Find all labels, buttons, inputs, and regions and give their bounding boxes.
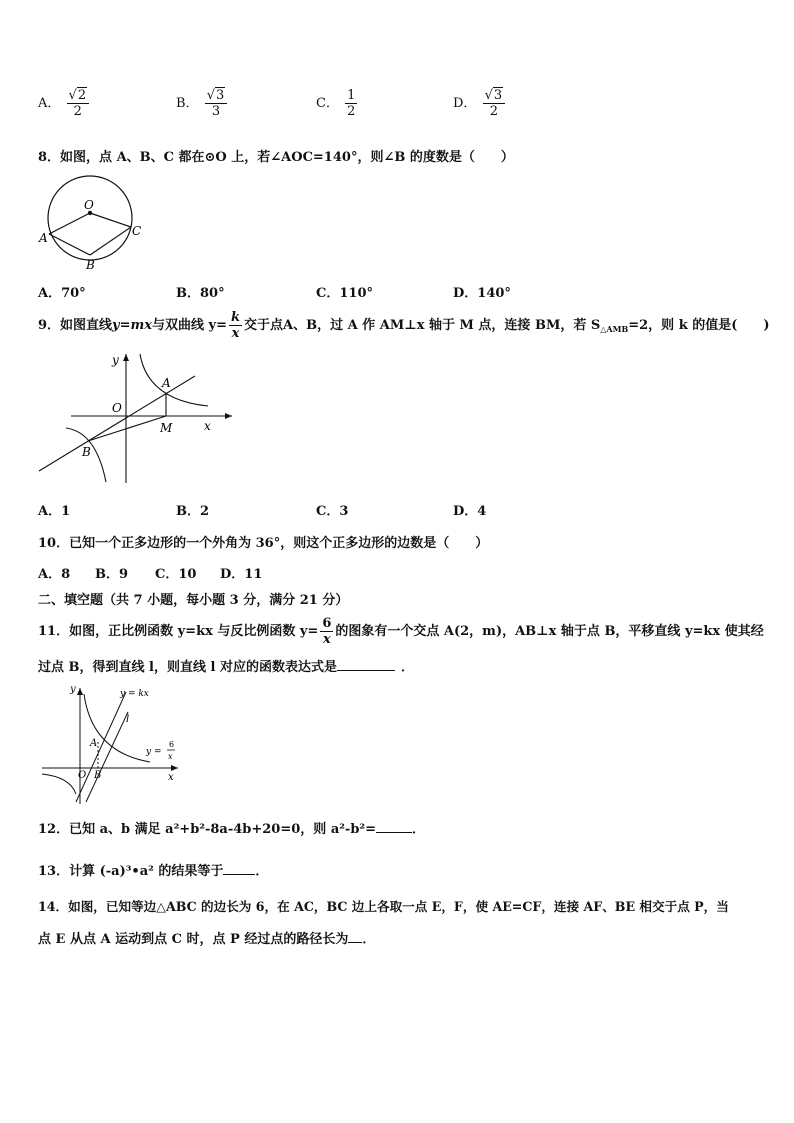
q8-option-d: D．140° (453, 286, 511, 301)
q8-circle (48, 176, 132, 260)
q11-label-a: A (90, 738, 98, 749)
q11-label-b: B (94, 770, 102, 781)
q7-option-c: C． $\frac{1}{2}$ (316, 88, 356, 119)
q8-label-a: A (39, 231, 48, 245)
q8-option-b: B．80° (176, 286, 225, 301)
q11-y-arrow (77, 688, 83, 695)
q14-answer-blank[interactable] (348, 942, 362, 943)
q9-label-x: x (204, 419, 211, 433)
q9-label-o: O (112, 401, 122, 415)
q7-option-b: B． $\frac{√3}{3}$ (176, 88, 229, 119)
q14-stem-line2: 点 E 从点 A 运动到点 C 时，点 P 经过点的路径长为 ． (38, 932, 376, 947)
q9-option-b: B．2 (176, 504, 210, 519)
q9-k-fraction: $\frac{k}{x}$ (230, 310, 240, 341)
q11-fraction: $\frac{6}{x}$ (322, 616, 332, 647)
q9-option-a: A．1 (38, 504, 71, 519)
q12-stem: 12．已知 a、b 满足 a²+b²-8a-4b+20=0，则 a²-b²= ． (38, 822, 426, 837)
q7-option-a: A． $\frac{√2}{2}$ (38, 88, 91, 119)
q7-c-fraction: $\frac{1}{2}$ (347, 88, 356, 119)
q11-stem-line2: 过点 B，得到直线 l，则直线 l 对应的函数表达式是 ． (38, 660, 414, 675)
q8-option-c: C．110° (316, 286, 373, 301)
q11-graph-figure (40, 682, 182, 806)
q8-option-a: A．70° (38, 286, 86, 301)
q9-segment-bm (88, 416, 166, 441)
q8-stem: 8．如图，点 A、B、C 都在⊙O 上，若∠AOC=140°，则∠B 的度数是（ ） (38, 150, 514, 165)
q7-d-fraction: $\frac{√3}{2}$ (483, 88, 506, 119)
q11-label-l: l (126, 714, 130, 725)
q8-segment-oa (49, 213, 90, 234)
q8-label-b: B (86, 258, 95, 272)
q10-stem: 10．已知一个正多边形的一个外角为 36°，则这个正多边形的边数是（ ） (38, 536, 489, 551)
q9-option-d: D．4 (453, 504, 487, 519)
q9-y-arrow (123, 354, 129, 361)
q13-answer-blank[interactable] (223, 874, 255, 875)
q9-label-a: A (162, 376, 171, 390)
q11-label-o: O (78, 770, 87, 781)
q9-option-c: C．3 (316, 504, 349, 519)
q11-line-kx (76, 692, 126, 802)
q8-label-o: O (84, 198, 94, 212)
q12-answer-blank[interactable] (376, 832, 412, 833)
q10-option-a: A．8 (38, 567, 71, 582)
q9-hyperbola-upper (140, 354, 208, 406)
q8-segment-oc (90, 213, 131, 227)
q11-hyperbola-lower (42, 774, 76, 794)
q11-label-kx: y = kx (120, 689, 149, 699)
q7-option-d: D． $\frac{√3}{2}$ (453, 88, 507, 119)
q8-circle-figure (36, 172, 148, 272)
q8-label-c: C (132, 224, 142, 238)
q11-label-hyp-den: x (168, 752, 173, 761)
q11-label-hyp: y = (146, 747, 162, 757)
q8-segment-ab (49, 234, 90, 255)
q9-label-m: M (160, 421, 173, 435)
q9-label-y: y (112, 353, 119, 367)
q9-label-b: B (82, 445, 91, 459)
q11-label-y: y (70, 684, 76, 695)
q11-answer-blank[interactable] (337, 670, 395, 671)
section-title: 二、填空题（共 7 小题，每小题 3 分，满分 21 分） (38, 593, 349, 608)
q13-stem: 13．计算 (-a)³•a² 的结果等于 ． (38, 864, 269, 879)
q9-stem: 9．如图直线y=mx与双曲线 y= $\frac{k}{x}$ 交于点A、B，过 A 作 AM⊥x 轴于 M 点，连接 BM，若 $S_{\triangle AMB}=2$，则 k 的值是( ) (38, 310, 770, 341)
q11-label-hyp-num: 6 (169, 740, 175, 749)
q7-a-fraction: $\frac{√2}{2}$ (67, 88, 90, 119)
q11-stem-line1: 11．如图，正比例函数 y=kx 与反比例函数 y= $\frac{6}{x}$ 的图象有一个交点 A(2，m)，AB⊥x 轴于点 B，平移直线 y=kx 使其经 (38, 616, 764, 647)
q10-option-b: B．9 (95, 567, 129, 582)
q10-option-d: D．11 (220, 567, 263, 582)
q11-line-l (86, 712, 128, 802)
q9-graph-figure (36, 350, 236, 485)
q14-stem-line1: 14．如图，已知等边△ABC 的边长为 6，在 AC，BC 边上各取一点 E，F，使 AE=CF，连接 AF、BE 相交于点 P，当 (38, 899, 729, 914)
q11-hyperbola-upper (84, 694, 150, 762)
q10-option-c: C．10 (155, 567, 197, 582)
q9-x-arrow (225, 413, 232, 419)
q11-label-x: x (168, 772, 174, 783)
q7-b-fraction: $\frac{√3}{3}$ (205, 88, 228, 119)
q11-x-arrow (171, 765, 178, 771)
